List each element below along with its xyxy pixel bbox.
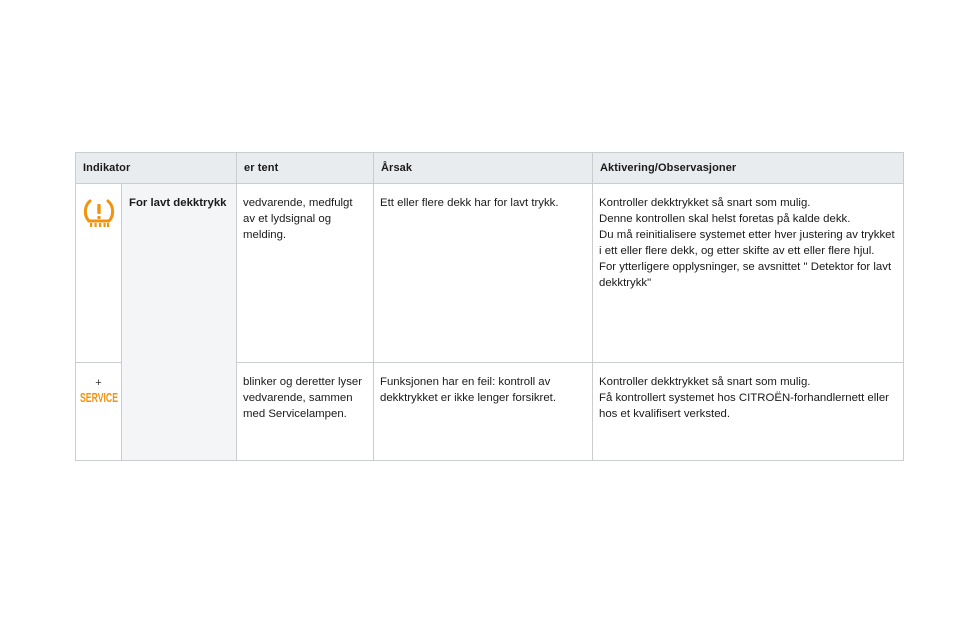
row2-action (593, 363, 904, 461)
plus-sign: + (95, 377, 102, 389)
header-action: Aktivering/Observasjoner (593, 153, 904, 184)
table-row (76, 184, 904, 363)
indicator-table (75, 152, 904, 461)
header-cause: Årsak (374, 153, 593, 184)
table-header-row (76, 153, 904, 184)
row1-action (593, 184, 904, 363)
indicator-name: For lavt dekktrykk (122, 184, 237, 461)
service-icon-cell (76, 363, 122, 461)
row1-action-line: For ytterligere opplysninger, se avsnittet " Detektor for lavt dekktrykk" (599, 261, 892, 289)
row1-action-line: Kontroller dekktrykket så snart som mulig. (599, 197, 811, 209)
row2-action-line: Få kontrollert systemet hos CITROËN-forhandlernett eller hos et kvalifisert verksted. (599, 392, 889, 420)
service-warning-icon (79, 390, 119, 404)
row2-cause: Funksjonen har en feil: kontroll av dekktrykket er ikke lenger forsikret. (374, 363, 593, 461)
row2-action-line: Kontroller dekktrykket så snart som mulig. (599, 376, 811, 388)
row1-cause: Ett eller flere dekk har for lavt trykk. (374, 184, 593, 363)
tyre-pressure-warning-icon (82, 198, 116, 228)
header-indicator: Indikator (76, 153, 237, 184)
service-icon-text: SERVICE (79, 391, 118, 405)
row1-state: vedvarende, medfulgt av et lydsignal og melding. (237, 184, 374, 363)
row2-state: blinker og deretter lyser vedvarende, sammen med Servicelampen. (237, 363, 374, 461)
row1-action-line: Du må reinitialisere systemet etter hver justering av trykket i ett eller flere dekk, og etter skifte av ett eller flere hjul. (599, 229, 895, 257)
indicator-icon-cell (76, 184, 122, 363)
row1-action-line: Denne kontrollen skal helst foretas på kalde dekk. (599, 213, 851, 225)
header-state: er tent (237, 153, 374, 184)
